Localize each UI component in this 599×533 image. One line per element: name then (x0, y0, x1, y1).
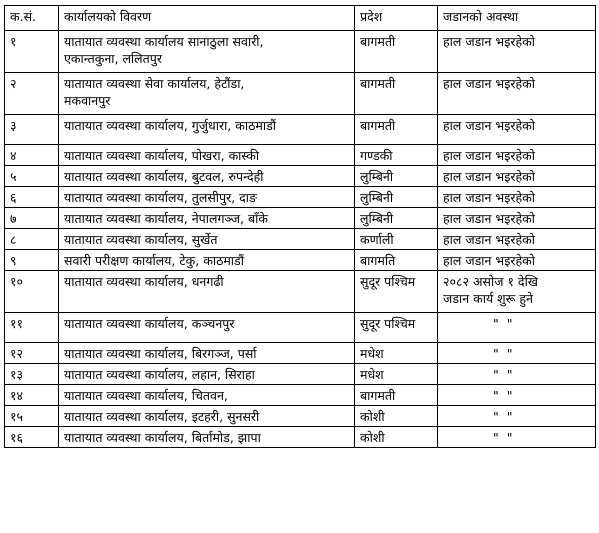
status-cell (438, 73, 596, 115)
header-province: प्रदेश (355, 6, 438, 31)
office-cell (59, 427, 355, 448)
status-cell (438, 31, 596, 73)
province-cell: लुम्बिनी (355, 208, 438, 229)
serial-number-cell: १६ (5, 427, 59, 448)
office-cell (59, 385, 355, 406)
province-cell: लुम्बिनी (355, 187, 438, 208)
province-cell: कर्णाली (355, 229, 438, 250)
office-cell (59, 31, 355, 73)
serial-number-cell: ६ (5, 187, 59, 208)
status-line: हाल जडान भइरहेको (443, 169, 535, 184)
status-line: जडान कार्य शुरू हुने (443, 291, 533, 306)
status-cell (438, 166, 596, 187)
status-line: " " (493, 346, 515, 361)
serial-number-cell: १३ (5, 364, 59, 385)
status-cell (438, 250, 596, 271)
table-row (5, 250, 596, 271)
province-cell: सुदूर पश्चिम (355, 271, 438, 313)
office-name-line: यातायात व्यवस्था कार्यालय, सुर्खेत (64, 232, 218, 247)
serial-number-cell: १४ (5, 385, 59, 406)
serial-number-cell: ५ (5, 166, 59, 187)
office-cell (59, 73, 355, 115)
status-cell (438, 187, 596, 208)
office-cell (59, 364, 355, 385)
status-cell (438, 271, 596, 313)
table-row (5, 166, 596, 187)
status-cell (438, 313, 596, 343)
province-cell: बागमती (355, 31, 438, 73)
office-cell (59, 166, 355, 187)
status-line: हाल जडान भइरहेको (443, 211, 535, 226)
office-cell (59, 271, 355, 313)
serial-number-cell: १२ (5, 343, 59, 364)
status-line: हाल जडान भइरहेको (443, 232, 535, 247)
table-row (5, 271, 596, 313)
status-cell (438, 208, 596, 229)
office-address-line: मकवानपुर (64, 93, 111, 108)
status-cell (438, 406, 596, 427)
table-row (5, 385, 596, 406)
office-name-line: यातायात व्यवस्था कार्यालय, चितवन, (64, 388, 228, 403)
serial-number-cell: ८ (5, 229, 59, 250)
table-row (5, 31, 596, 73)
table-row (5, 313, 596, 343)
table-row (5, 145, 596, 166)
office-cell (59, 208, 355, 229)
status-line: " " (493, 367, 515, 382)
status-line: हाल जडान भइरहेको (443, 148, 535, 163)
status-cell (438, 385, 596, 406)
office-name-line: यातायात व्यवस्था कार्यालय, तुलसीपुर, दाङ (64, 190, 258, 205)
table-body (5, 31, 596, 448)
office-cell (59, 406, 355, 427)
office-cell (59, 229, 355, 250)
office-cell (59, 313, 355, 343)
province-cell: बागमति (355, 250, 438, 271)
office-name-line: यातायात व्यवस्था कार्यालय, बुटवल, रुपन्देही (64, 169, 264, 184)
status-cell (438, 427, 596, 448)
status-line: हाल जडान भइरहेको (443, 253, 535, 268)
header-row (5, 6, 596, 31)
status-line: " " (493, 388, 515, 403)
serial-number-cell: ९ (5, 250, 59, 271)
table-row (5, 406, 596, 427)
table-header (5, 6, 596, 31)
serial-number-cell: २ (5, 73, 59, 115)
office-name-line: यातायात व्यवस्था कार्यालय, इटहरी, सुनसरी (64, 409, 260, 424)
table-row (5, 187, 596, 208)
office-cell (59, 343, 355, 364)
table-row (5, 73, 596, 115)
province-cell: लुम्बिनी (355, 166, 438, 187)
serial-number-cell: ७ (5, 208, 59, 229)
office-cell (59, 187, 355, 208)
office-name-line: सवारी परीक्षण कार्यालय, टेकु, काठमाडौं (64, 253, 244, 268)
office-name-line: यातायात व्यवस्था कार्यालय, बिरगञ्ज, पर्सा (64, 346, 257, 361)
status-line: २०८२ असोज १ देखि (443, 274, 539, 289)
serial-number-cell: ३ (5, 115, 59, 145)
table-row (5, 208, 596, 229)
serial-number-cell: १५ (5, 406, 59, 427)
table-row (5, 343, 596, 364)
province-cell: बागमती (355, 73, 438, 115)
province-cell: मधेश (355, 343, 438, 364)
table-row (5, 115, 596, 145)
status-cell (438, 343, 596, 364)
office-address-line: एकान्तकुना, ललितपुर (64, 51, 162, 66)
status-line: " " (493, 316, 515, 331)
status-line: " " (493, 409, 515, 424)
serial-number-cell: ४ (5, 145, 59, 166)
header-office-description: कार्यालयको विवरण (59, 6, 355, 31)
office-name-line: यातायात व्यवस्था कार्यालय सानाठुला सवारी, (64, 34, 264, 49)
office-cell (59, 115, 355, 145)
province-cell: मधेश (355, 364, 438, 385)
office-name-line: यातायात व्यवस्था कार्यालय, लहान, सिराहा (64, 367, 255, 382)
province-cell: कोशी (355, 406, 438, 427)
status-cell (438, 229, 596, 250)
province-cell: कोशी (355, 427, 438, 448)
status-line: हाल जडान भइरहेको (443, 118, 535, 133)
status-cell (438, 115, 596, 145)
office-name-line: यातायात व्यवस्था कार्यालय, पोखरा, कास्की (64, 148, 260, 163)
province-cell: बागमती (355, 385, 438, 406)
serial-number-cell: १ (5, 31, 59, 73)
province-cell: गण्डकी (355, 145, 438, 166)
office-name-line: यातायात व्यवस्था कार्यालय, नेपालगञ्ज, बाँके (64, 211, 268, 226)
serial-number-cell: १० (5, 271, 59, 313)
office-name-line: यातायात व्यवस्था कार्यालय, धनगढी (64, 274, 224, 289)
status-cell (438, 145, 596, 166)
status-line: हाल जडान भइरहेको (443, 190, 535, 205)
office-name-line: यातायात व्यवस्था कार्यालय, गुर्जुधारा, काठमाडौं (64, 118, 276, 133)
office-cell (59, 250, 355, 271)
status-line: " " (493, 430, 515, 445)
status-line: हाल जडान भइरहेको (443, 76, 535, 91)
table-row (5, 364, 596, 385)
province-cell: बागमती (355, 115, 438, 145)
office-name-line: यातायात व्यवस्था सेवा कार्यालय, हेटौंडा, (64, 76, 245, 91)
serial-number-cell: ११ (5, 313, 59, 343)
office-name-line: यातायात व्यवस्था कार्यालय, कञ्चनपुर (64, 316, 235, 331)
table-row (5, 427, 596, 448)
office-name-line: यातायात व्यवस्था कार्यालय, बिर्तामोड, झापा (64, 430, 261, 445)
office-cell (59, 145, 355, 166)
table-row (5, 229, 596, 250)
province-cell: सुदूर पश्चिम (355, 313, 438, 343)
status-line: हाल जडान भइरहेको (443, 34, 535, 49)
office-status-table (4, 5, 596, 448)
header-installation-status: जडानको अवस्था (438, 6, 596, 31)
status-cell (438, 364, 596, 385)
header-serial-number: क.सं. (5, 6, 59, 31)
